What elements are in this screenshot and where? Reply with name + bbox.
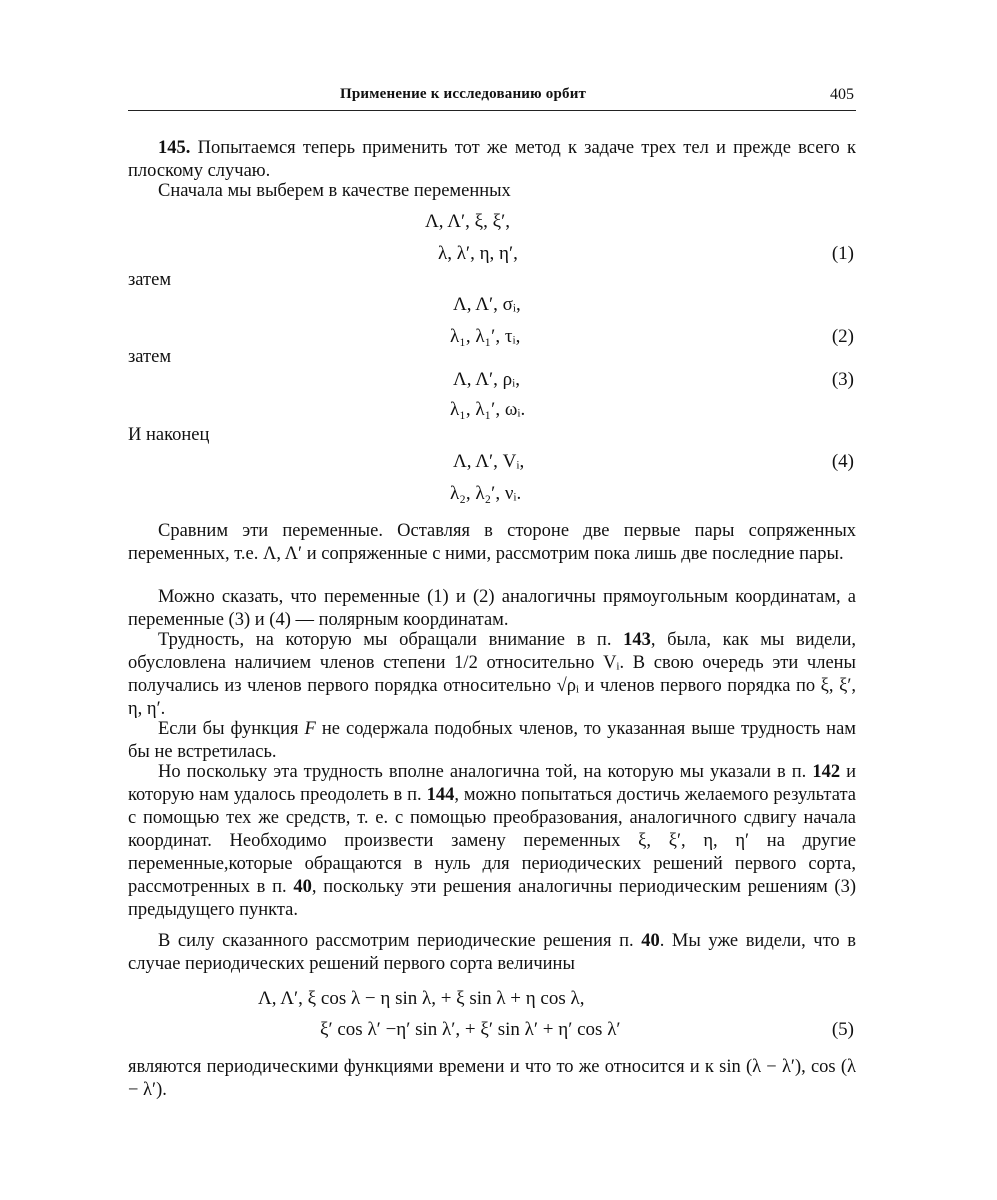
section-number: 145. [158, 138, 191, 158]
paragraph-9: являются периодическими функциями времени и что то же относится и к sin (λ − λ′), cos (λ − λ′). [128, 1057, 856, 1100]
equation-number-2: (2) [831, 326, 854, 347]
paragraph-7-part-c: , можно попытаться достичь желаемого результата с помощью тех же средств, т. е. с помощью преобразования, аналогичного сдвигу начала координат. Необходимо произвести замену переменных ξ, ξ′, η, η′ на другие переменные,которые обращаются в нуль для периодических решений первого сорта, рассмотренных в п. [128, 785, 856, 897]
paragraph-8 [128, 930, 856, 976]
formula-5-line-2: ξ′ cos λ′ −η′ sin λ′, + ξ′ sin λ′ + η′ cos λ′ [320, 1019, 621, 1040]
formula-2-line-2: λ₁, λ₁′, τᵢ, [450, 326, 521, 347]
formula-3-line-1: Λ, Λ′, ρᵢ, [453, 369, 521, 390]
formula-5 [128, 987, 856, 1049]
function-f: F [304, 719, 316, 739]
paragraph-7-part-a: Но поскольку эта трудность вполне аналогична той, на которую мы указали в п. [158, 762, 813, 782]
running-title: Применение к исследованию орбит [340, 86, 587, 102]
formula-4-line-1: Λ, Λ′, Vᵢ, [453, 451, 525, 472]
paragraph-8-part-b: . Мы уже видели, что в случае периодических решений первого сорта величины [128, 931, 857, 974]
paragraph-7-part-d: , поскольку эти решения аналогичны периодическим решениям (3) предыдущего пункта. [128, 877, 856, 920]
reference-40-b: 40 [641, 931, 660, 951]
paragraph-1 [128, 137, 856, 183]
equation-number-1: (1) [831, 243, 854, 264]
page-header [128, 84, 856, 111]
formula-3 [128, 368, 856, 428]
paragraph-1-text: Попытаемся теперь применить тот же метод к задаче трех тел и прежде всего к плоскому случаю. [128, 138, 856, 181]
paragraph-5-part-b: , была, как мы видели, обусловлена наличием членов степени 1/2 относительно Vᵢ. В свою очередь эти члены получались из членов первого порядка относительно √ρᵢ и членов первого порядка по ξ, ξ′, η, η′. [128, 630, 856, 719]
paragraph-7 [128, 761, 856, 922]
equation-number-5: (5) [831, 1019, 854, 1040]
reference-40-a: 40 [293, 877, 312, 897]
formula-3-line-2: λ₁, λ₁′, ωᵢ. [450, 399, 526, 420]
formula-1-line-1: Λ, Λ′, ξ, ξ′, [425, 211, 511, 232]
paragraph-8-part-a: В силу сказанного рассмотрим периодические решения п. [158, 931, 642, 951]
word-finally: И наконец [128, 425, 210, 445]
formula-2 [128, 293, 856, 353]
formula-4-line-2: λ₂, λ₂′, νᵢ. [450, 483, 522, 504]
page-number: 405 [830, 86, 854, 103]
paragraph-2: Сначала мы выберем в качестве переменных [158, 181, 511, 201]
formula-1 [128, 210, 856, 270]
reference-144: 144 [426, 785, 455, 805]
reference-143: 143 [623, 630, 651, 650]
paragraph-3: Сравним эти переменные. Оставляя в стороне две первые пары сопряженных переменных, т.е. Λ, Λ′ и сопряженные с ними, рассмотрим пока лишь две последние пары. [128, 521, 856, 564]
reference-142: 142 [812, 762, 841, 782]
paragraph-4: Можно сказать, что переменные (1) и (2) аналогичны прямоугольным координатам, а переменные (3) и (4) — полярным координатам. [128, 587, 856, 630]
paragraph-7-part-b: и которую нам удалось преодолеть в п. [128, 762, 856, 805]
paragraph-5-part-a: Трудность, на которую мы обращали внимание в п. [158, 630, 624, 650]
paragraph-6-part-b: не содержала подобных членов, то указанная выше трудность нам бы не встретилась. [128, 719, 856, 762]
paragraph-5 [128, 629, 856, 721]
paragraph-6-part-a: Если бы функция [158, 719, 305, 739]
formula-4 [128, 450, 856, 510]
word-then-2: затем [128, 347, 172, 367]
paragraph-6 [128, 718, 856, 764]
equation-number-4: (4) [831, 451, 854, 472]
equation-number-3: (3) [831, 369, 854, 390]
formula-1-line-2: λ, λ′, η, η′, [438, 243, 518, 264]
word-then-1: затем [128, 270, 172, 290]
formula-5-line-1: Λ, Λ′, ξ cos λ − η sin λ, + ξ sin λ + η cos λ, [258, 988, 585, 1009]
formula-2-line-1: Λ, Λ′, σᵢ, [453, 294, 521, 315]
